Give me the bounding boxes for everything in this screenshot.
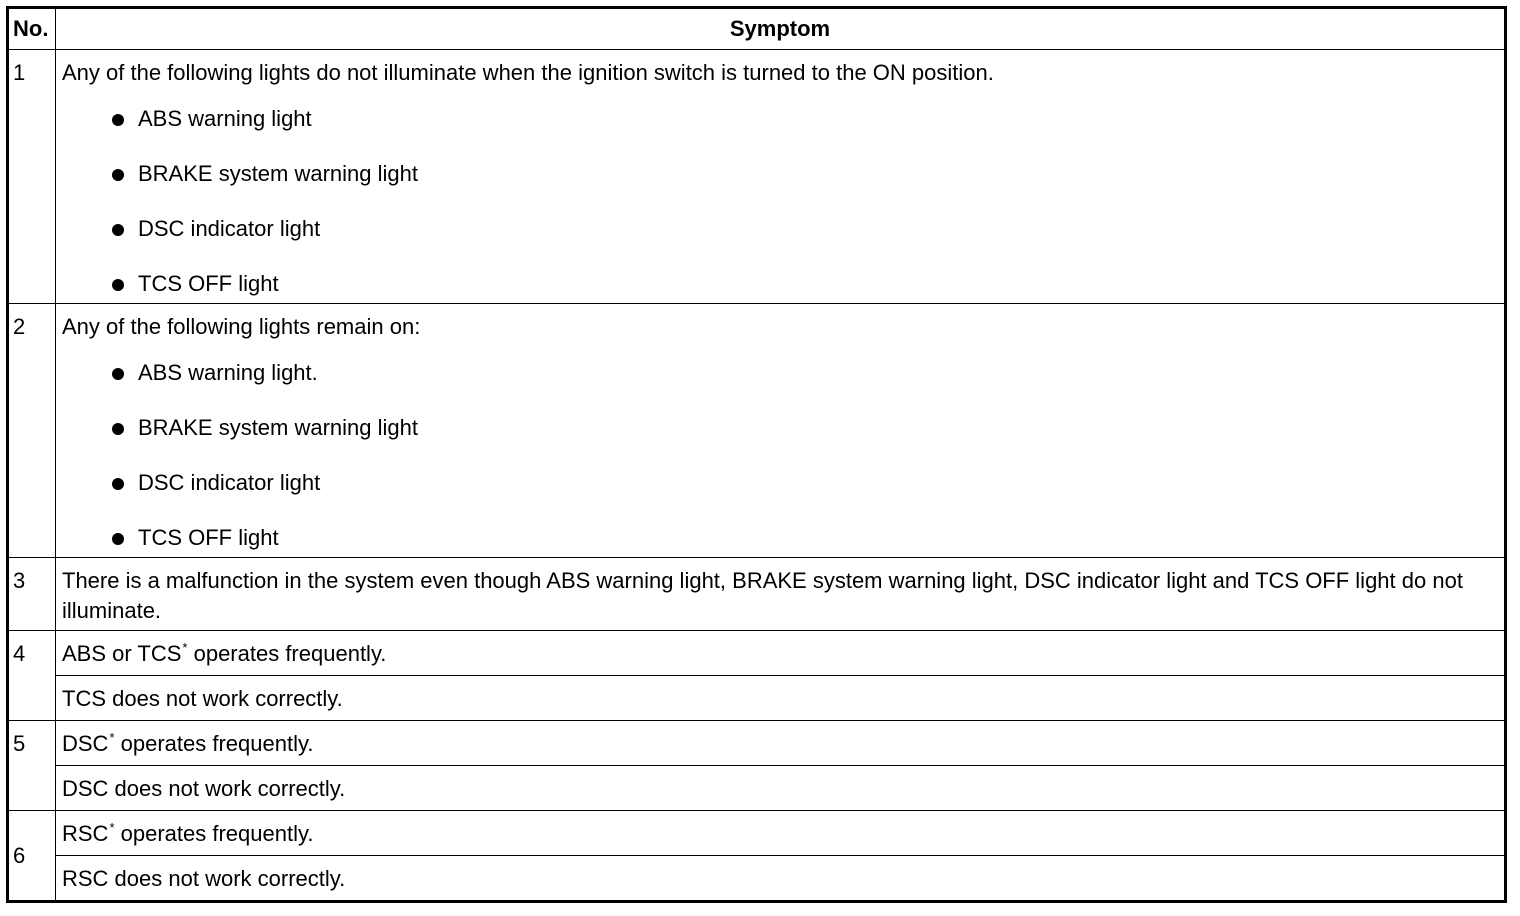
symptom-lead: Any of the following lights remain on: xyxy=(62,314,421,339)
list-item xyxy=(106,159,1498,189)
table-row xyxy=(8,811,1506,856)
list-item xyxy=(106,523,1498,553)
row-number: 3 xyxy=(8,558,56,631)
list-item xyxy=(106,468,1498,498)
symptom-text: operates frequently. xyxy=(114,821,314,846)
list-item xyxy=(106,358,1498,388)
list-item xyxy=(106,269,1498,299)
list-item-label: TCS OFF light xyxy=(138,525,279,550)
row-number: 1 xyxy=(8,50,56,304)
table-row xyxy=(8,304,1506,558)
symptom-cell: RSC does not work correctly. xyxy=(56,856,1506,902)
symptom-lead: Any of the following lights do not illuminate when the ignition switch is turned to the ON position. xyxy=(62,60,994,85)
table-row xyxy=(8,721,1506,766)
footnote-mark: * xyxy=(109,820,115,835)
table-row xyxy=(8,856,1506,902)
table-row xyxy=(8,50,1506,304)
list-item xyxy=(106,214,1498,244)
symptom-text: operates frequently. xyxy=(114,731,314,756)
list-item-label: DSC indicator light xyxy=(138,470,321,495)
symptom-text: DSC xyxy=(62,731,109,756)
bullet-icon xyxy=(112,279,124,291)
symptom-text: operates frequently. xyxy=(187,641,387,666)
row-number: 4 xyxy=(8,631,56,721)
symptom-cell: There is a malfunction in the system even though ABS warning light, BRAKE system warning light, DSC indicator light and TCS OFF light do not illuminate. xyxy=(56,558,1506,631)
symptom-table xyxy=(6,6,1507,903)
symptom-cell xyxy=(56,631,1506,676)
light-list xyxy=(62,358,1498,553)
list-item xyxy=(106,104,1498,134)
list-item xyxy=(106,413,1498,443)
table-row xyxy=(8,631,1506,676)
bullet-icon xyxy=(112,368,124,380)
table-row xyxy=(8,766,1506,811)
list-item-label: TCS OFF light xyxy=(138,271,279,296)
row-number: 2 xyxy=(8,304,56,558)
table-row xyxy=(8,558,1506,631)
symptom-cell: DSC does not work correctly. xyxy=(56,766,1506,811)
symptom-cell xyxy=(56,811,1506,856)
header-symptom: Symptom xyxy=(56,8,1506,50)
bullet-icon xyxy=(112,533,124,545)
symptom-cell: TCS does not work correctly. xyxy=(56,676,1506,721)
list-item-label: ABS warning light. xyxy=(138,360,318,385)
bullet-icon xyxy=(112,169,124,181)
bullet-icon xyxy=(112,114,124,126)
list-item-label: DSC indicator light xyxy=(138,216,321,241)
list-item-label: ABS warning light xyxy=(138,106,312,131)
table-row xyxy=(8,676,1506,721)
bullet-icon xyxy=(112,423,124,435)
symptom-cell xyxy=(56,50,1506,304)
list-item-label: BRAKE system warning light xyxy=(138,161,418,186)
light-list xyxy=(62,104,1498,299)
symptom-cell xyxy=(56,721,1506,766)
header-no: No. xyxy=(8,8,56,50)
symptom-text: ABS or TCS xyxy=(62,641,182,666)
footnote-mark: * xyxy=(182,640,188,655)
row-number: 5 xyxy=(8,721,56,811)
list-item-label: BRAKE system warning light xyxy=(138,415,418,440)
bullet-icon xyxy=(112,478,124,490)
bullet-icon xyxy=(112,224,124,236)
row-number: 6 xyxy=(8,811,56,902)
footnote-mark: * xyxy=(109,730,115,745)
symptom-cell xyxy=(56,304,1506,558)
header-row xyxy=(8,8,1506,50)
symptom-text: RSC xyxy=(62,821,109,846)
